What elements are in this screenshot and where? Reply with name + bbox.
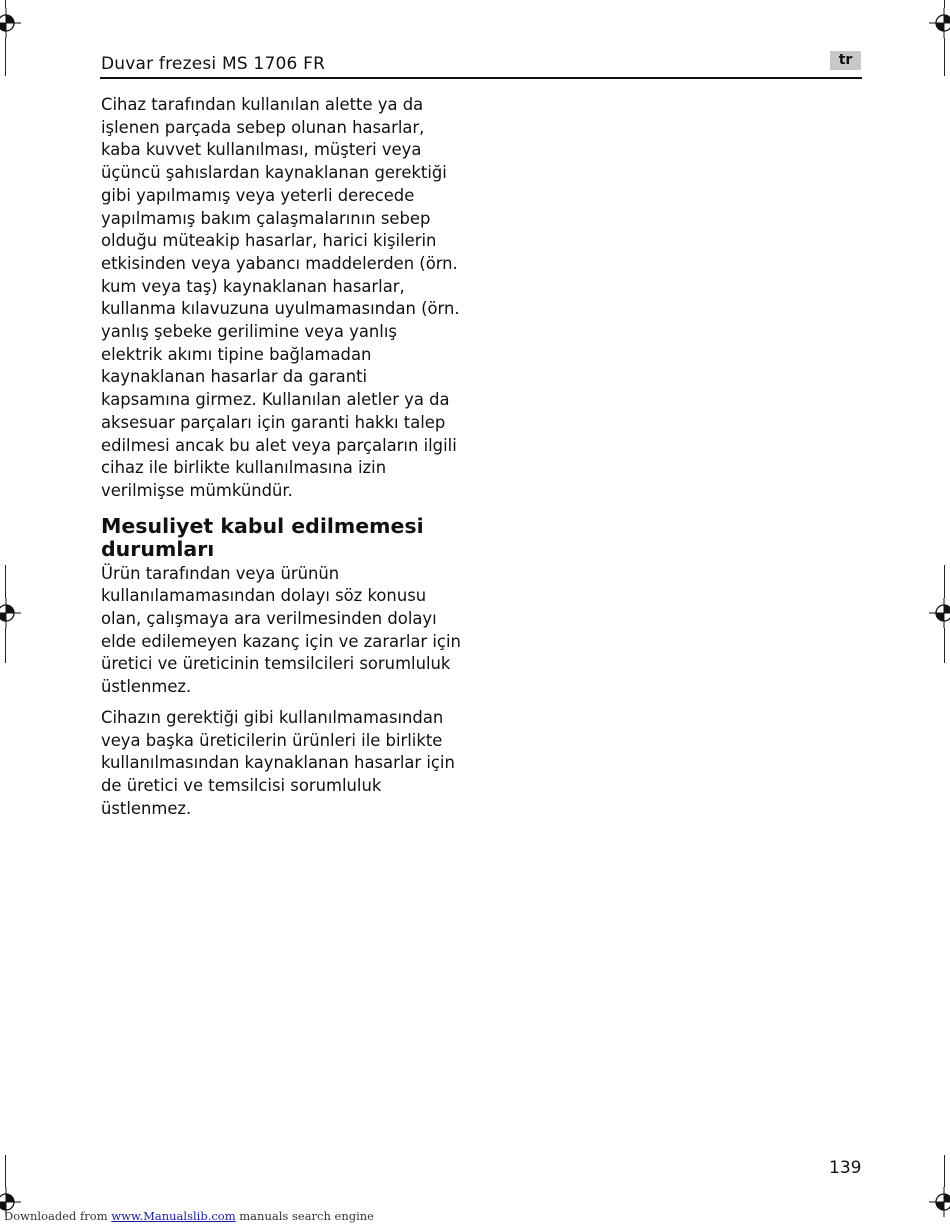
trim-line [944, 565, 945, 598]
trim-line [5, 1155, 6, 1187]
registration-mark-icon [0, 8, 21, 38]
trim-line [944, 628, 945, 663]
language-badge: tr [830, 51, 861, 70]
registration-mark-icon [929, 598, 950, 628]
main-content [101, 94, 461, 828]
trim-line [944, 1155, 945, 1187]
trim-line [944, 38, 945, 76]
trim-line [5, 38, 6, 76]
footer-prefix: Downloaded from [4, 1209, 108, 1223]
trim-line [944, 0, 945, 8]
header-divider [100, 77, 862, 79]
registration-mark-icon [929, 8, 950, 38]
liability-paragraph-1: Ürün tarafından veya ürünün kullanılamamasından dolayı söz konusu olan, çalışmaya ara verilmesinden dolayı elde edilemeyen kazanç için ve zararlar için üretici ve üreticinin temsilcileri sorumluluk üstlenmez. [101, 563, 461, 697]
page-header-title: Duvar frezesi MS 1706 FR [101, 54, 326, 74]
registration-mark-icon [929, 1187, 950, 1217]
section-heading: Mesuliyet kabul edilmemesi durumları [101, 513, 424, 561]
warranty-exclusions-paragraph: Cihaz tarafından kullanılan alette ya da işlenen parçada sebep olunan hasarlar, kaba kuvvet kullanılması, müşteri veya üçüncü şahıslardan kaynaklanan gerektiği gibi yapılmamış veya yeterli derecede yapılmamış bakım çalaşmalarının sebep olduğu müteakip hasarlar, harici kişilerin etkisinden veya yabancı maddelerden (örn. kum veya taş) kaynaklanan hasarlar, kullanma kılavuzuna uyulmamasından (örn. yanlış şebeke gerilimine veya yanlış elektrik akımı tipine bağlamadan kaynaklanan hasarlar da garanti kapsamına girmez. Kullanılan aletler ya da aksesuar parçaları için garanti hakkı talep edilmesi ancak bu alet veya parçaların ilgili cihaz ile birlikte kullanılmasına izin verilmişse mümkündür. [101, 95, 460, 500]
download-footer [4, 1209, 374, 1223]
liability-paragraph-2: Cihazın gerektiği gibi kullanılmamasından veya başka üreticilerin ürünleri ile birlikte kullanılmasından kaynaklanan hasarlar için de üretici ve temsilcisi sorumluluk üstlenmez. [101, 707, 455, 818]
manualslib-link[interactable]: www.Manualslib.com [111, 1209, 236, 1223]
page-number: 139 [829, 1158, 862, 1178]
trim-line [5, 565, 6, 598]
trim-line [5, 0, 6, 8]
registration-mark-icon [0, 598, 21, 628]
trim-line [5, 628, 6, 663]
footer-suffix: manuals search engine [239, 1209, 374, 1223]
